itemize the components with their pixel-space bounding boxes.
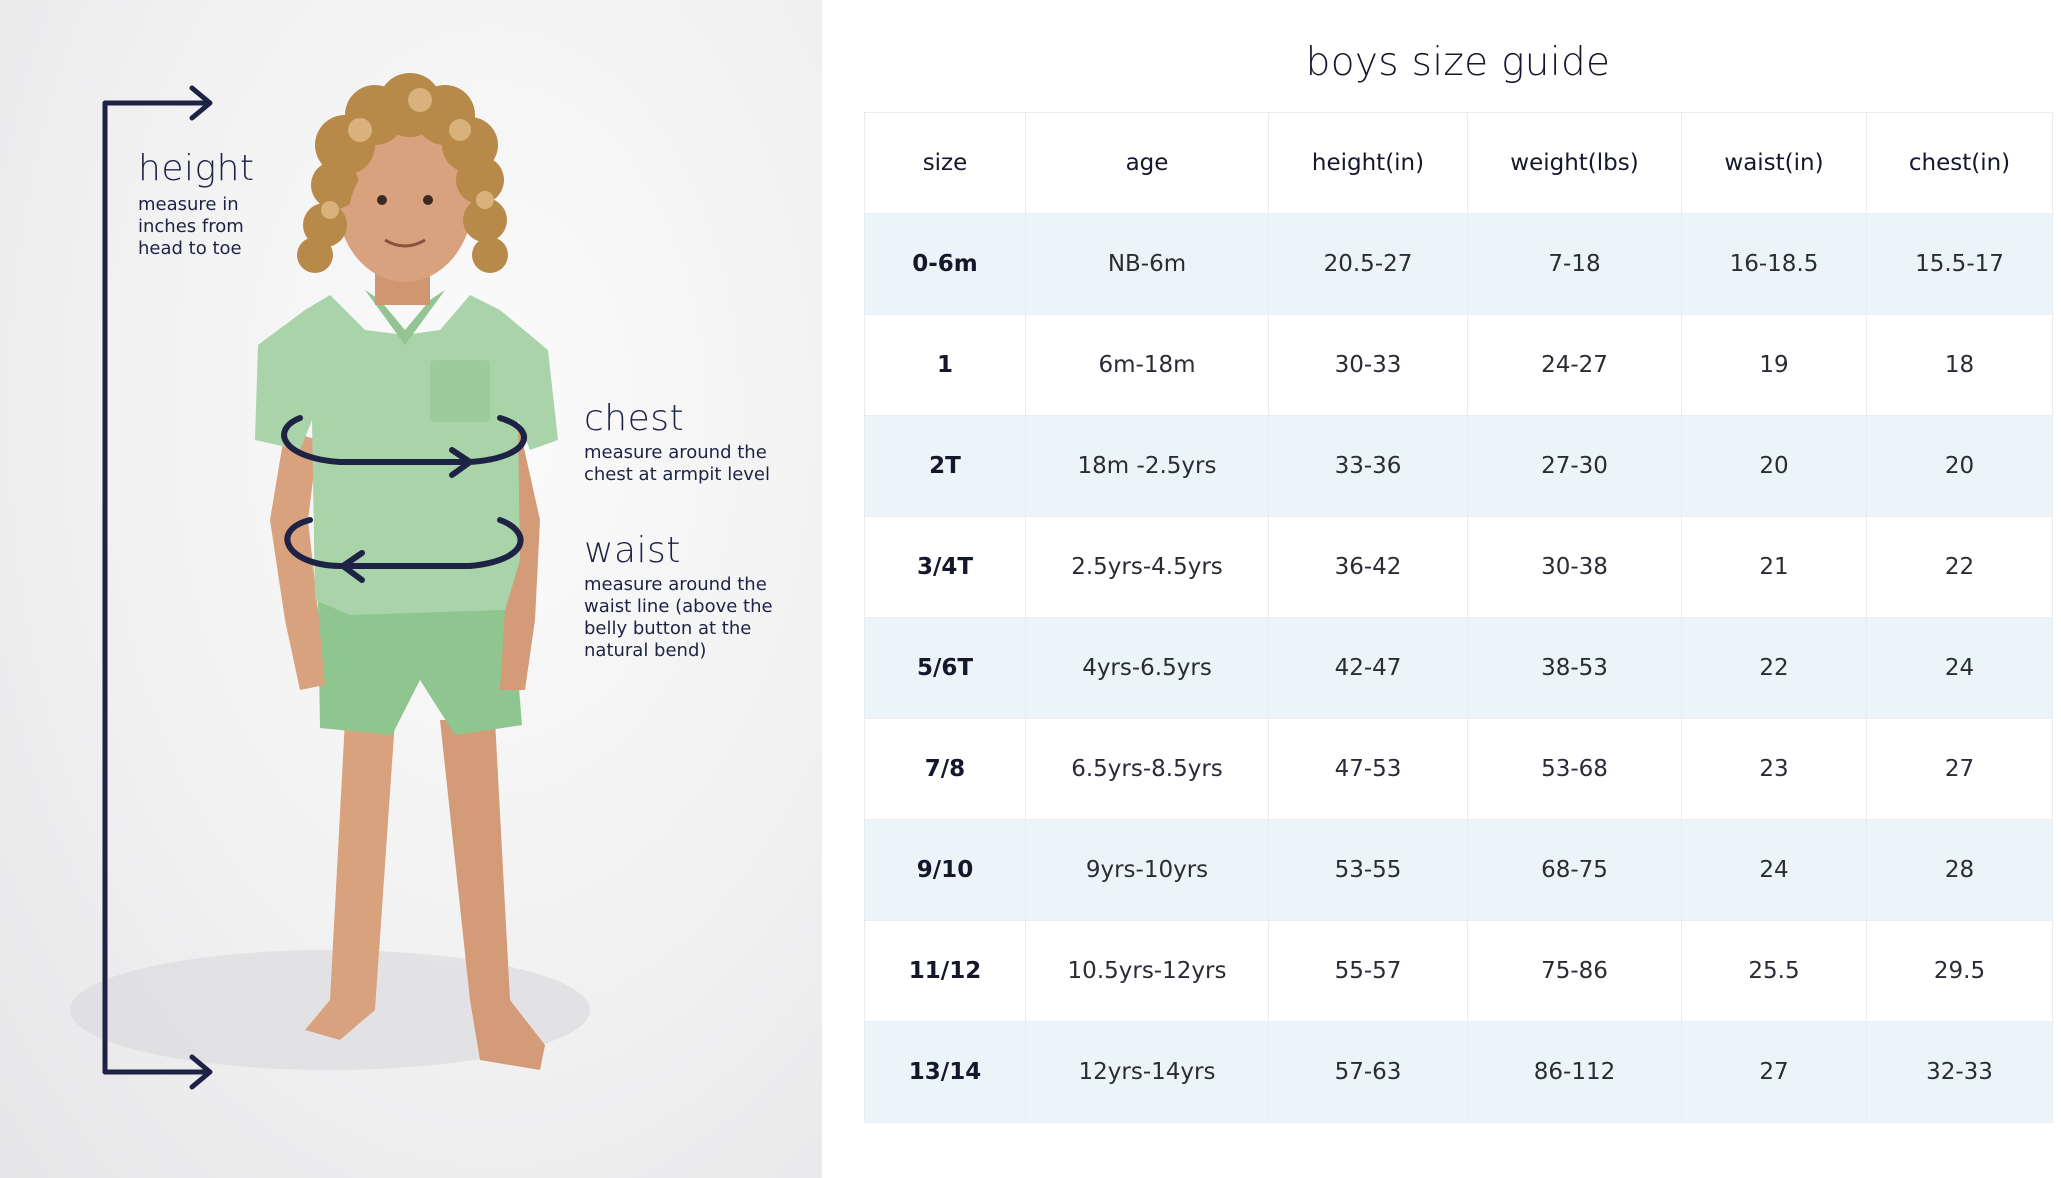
height-description: measure in inches from head to toe bbox=[138, 194, 244, 259]
waist-label: waist bbox=[584, 530, 681, 571]
age-cell: 12yrs-14yrs bbox=[1026, 1022, 1269, 1123]
chest-cell: 27 bbox=[1867, 719, 2053, 820]
size-cell: 1 bbox=[865, 315, 1026, 416]
table-row bbox=[865, 921, 2053, 1022]
height-cell: 47-53 bbox=[1269, 719, 1468, 820]
table-row bbox=[865, 214, 2053, 315]
chest-cell: 20 bbox=[1867, 416, 2053, 517]
age-cell: 10.5yrs-12yrs bbox=[1026, 921, 1269, 1022]
height-cell: 53-55 bbox=[1269, 820, 1468, 921]
weight-cell: 53-68 bbox=[1468, 719, 1682, 820]
waist-cell: 23 bbox=[1682, 719, 1867, 820]
table-row bbox=[865, 416, 2053, 517]
size-table bbox=[864, 112, 2053, 1123]
weight-cell: 30-38 bbox=[1468, 517, 1682, 618]
height-label: height bbox=[138, 148, 255, 189]
size-cell: 3/4T bbox=[865, 517, 1026, 618]
age-cell: 18m -2.5yrs bbox=[1026, 416, 1269, 517]
age-cell: 4yrs-6.5yrs bbox=[1026, 618, 1269, 719]
weight-cell: 68-75 bbox=[1468, 820, 1682, 921]
weight-cell: 27-30 bbox=[1468, 416, 1682, 517]
waist-cell: 27 bbox=[1682, 1022, 1867, 1123]
weight-cell: 7-18 bbox=[1468, 214, 1682, 315]
height-cell: 36-42 bbox=[1269, 517, 1468, 618]
age-cell: NB-6m bbox=[1026, 214, 1269, 315]
size-cell: 2T bbox=[865, 416, 1026, 517]
size-cell: 0-6m bbox=[865, 214, 1026, 315]
waist-cell: 20 bbox=[1682, 416, 1867, 517]
header-age: age bbox=[1026, 113, 1269, 214]
chest-cell: 18 bbox=[1867, 315, 2053, 416]
weight-cell: 24-27 bbox=[1468, 315, 1682, 416]
size-cell: 13/14 bbox=[865, 1022, 1026, 1123]
height-cell: 30-33 bbox=[1269, 315, 1468, 416]
chest-cell: 22 bbox=[1867, 517, 2053, 618]
height-cell: 55-57 bbox=[1269, 921, 1468, 1022]
height-cell: 33-36 bbox=[1269, 416, 1468, 517]
table-row bbox=[865, 719, 2053, 820]
waist-cell: 19 bbox=[1682, 315, 1867, 416]
height-cell: 57-63 bbox=[1269, 1022, 1468, 1123]
waist-description: measure around the waist line (above the belly button at the natural bend) bbox=[584, 574, 773, 661]
size-cell: 5/6T bbox=[865, 618, 1026, 719]
chest-cell: 15.5-17 bbox=[1867, 214, 2053, 315]
header-height: height(in) bbox=[1269, 113, 1468, 214]
model-photo-panel bbox=[0, 0, 822, 1178]
header-size: size bbox=[865, 113, 1026, 214]
table-row bbox=[865, 820, 2053, 921]
waist-cell: 16-18.5 bbox=[1682, 214, 1867, 315]
table-header-row bbox=[865, 113, 2053, 214]
table-row bbox=[865, 1022, 2053, 1123]
age-cell: 2.5yrs-4.5yrs bbox=[1026, 517, 1269, 618]
header-weight: weight(lbs) bbox=[1468, 113, 1682, 214]
chest-label: chest bbox=[584, 398, 685, 439]
age-cell: 9yrs-10yrs bbox=[1026, 820, 1269, 921]
size-cell: 9/10 bbox=[865, 820, 1026, 921]
height-cell: 20.5-27 bbox=[1269, 214, 1468, 315]
age-cell: 6.5yrs-8.5yrs bbox=[1026, 719, 1269, 820]
chest-cell: 28 bbox=[1867, 820, 2053, 921]
weight-cell: 75-86 bbox=[1468, 921, 1682, 1022]
height-cell: 42-47 bbox=[1269, 618, 1468, 719]
weight-cell: 38-53 bbox=[1468, 618, 1682, 719]
size-cell: 7/8 bbox=[865, 719, 1026, 820]
table-row bbox=[865, 517, 2053, 618]
waist-cell: 24 bbox=[1682, 820, 1867, 921]
waist-cell: 22 bbox=[1682, 618, 1867, 719]
age-cell: 6m-18m bbox=[1026, 315, 1269, 416]
chest-cell: 24 bbox=[1867, 618, 2053, 719]
table-row bbox=[865, 618, 2053, 719]
chest-cell: 29.5 bbox=[1867, 921, 2053, 1022]
weight-cell: 86-112 bbox=[1468, 1022, 1682, 1123]
size-cell: 11/12 bbox=[865, 921, 1026, 1022]
chest-description: measure around the chest at armpit level bbox=[584, 442, 771, 485]
header-chest: chest(in) bbox=[1867, 113, 2053, 214]
table-row bbox=[865, 315, 2053, 416]
chest-cell: 32-33 bbox=[1867, 1022, 2053, 1123]
size-guide-title: boys size guide bbox=[1305, 40, 1611, 85]
waist-cell: 21 bbox=[1682, 517, 1867, 618]
waist-cell: 25.5 bbox=[1682, 921, 1867, 1022]
header-waist: waist(in) bbox=[1682, 113, 1867, 214]
